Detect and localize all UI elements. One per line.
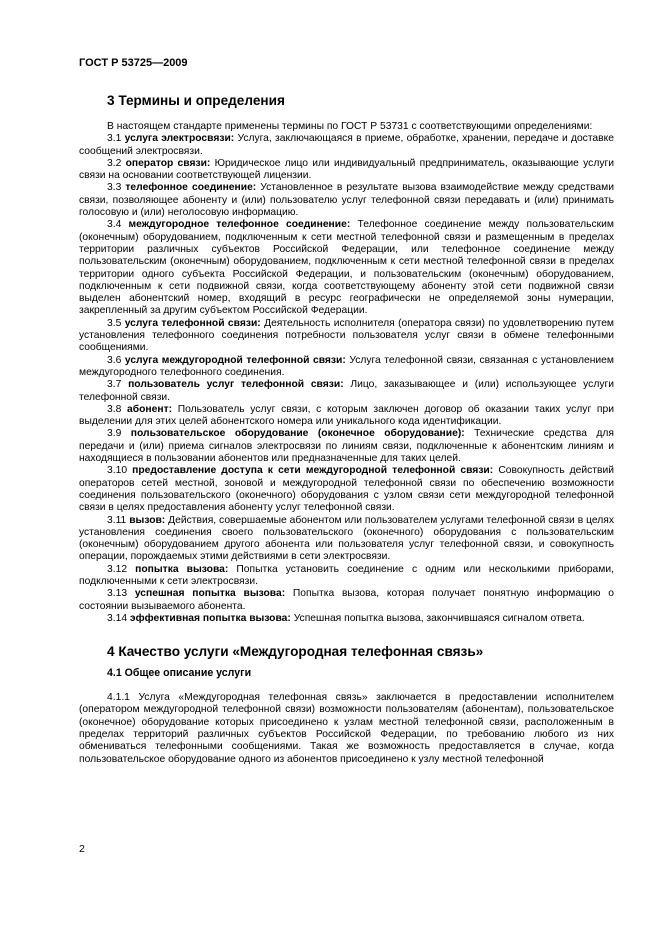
term-name: междугородное телефонное соединение: [128,219,351,231]
term-item [79,588,614,613]
term-number: 3.2 [107,157,122,169]
term-definition: Телефонное соединение между пользовательским (оконечным) оборудованием, подключенным к сети местной телефонной связи и размещенным в пределах территории различных субъектов Российской Федерации, или телефонное соединение между пользовательским (оконечным) оборудованием, подключенным к сети местной телефонной связи в пределах территории одного субъекта Российской Федерации, и пользовательским (оконечным) оборудованием, подключенным к сети подвижной связи, когда соответствующему абоненту этой сети подвижной связи выделен абонентский номер, входящий в ресурс географически не определяемой зоны нумерации, закрепленный за другим субъектом Российской Федерации. [79,219,614,317]
term-definition: Технические средства для передачи и (или) приема сигналов электросвязи по линиям связи, подключенные к абонентским линиям и находящиеся в пользовании абонентов или предназначенные для таких целей. [79,428,614,465]
term-number: 3.12 [107,563,128,575]
term-name: услуга междугородной телефонной связи: [124,354,346,366]
term-name: услуга электросвязи: [124,133,235,145]
term-number: 3.9 [107,428,122,440]
term-name: оператор связи: [125,157,211,169]
term-item [79,379,614,404]
term-name: попытка вызова: [135,563,229,575]
term-name: пользовательское оборудование (оконечное оборудование): [130,428,465,440]
section-3-title: 3 Термины и определения [107,93,285,108]
term-number: 3.3 [107,182,122,194]
term-definition: Услуга телефонной связи, связанная с установлением междугородного телефонного соединения. [79,354,614,378]
term-definition: Совокупность действий операторов сетей местной, зоновой и междугородной телефонной связи по обеспечению возможности соединения пользовательского (оконечного) оборудования с узлом связи сети междугородной телефонной связи в целях предоставления абоненту услуг телефонной связи. [79,465,614,514]
term-definition: Лицо, заказывающее и (или) использующее услуги телефонной связи. [79,379,614,403]
terms-list [79,133,614,625]
term-name: услуга телефонной связи: [124,317,261,329]
section-4-title: 4 Качество услуги «Междугородная телефонная связь» [107,644,484,660]
term-number: 3.11 [107,514,127,526]
term-number: 3.5 [107,317,122,329]
document-header: ГОСТ Р 53725—2009 [79,57,188,69]
term-definition: Юридическое лицо или индивидуальный предприниматель, оказывающие услуги связи на основании соответствующей лицензии. [79,157,614,182]
term-number: 3.1 [107,133,122,145]
term-item [79,158,614,183]
term-definition: Успешная попытка вызова, закончившаяся сигналом ответа. [293,612,585,624]
term-item [79,515,614,564]
section-4-1-1-paragraph: 4.1.1 Услуга «Междугородная телефонная связь» заключается в предоставлении исполнителем (оператором междугородной телефонной связи) возможности пользователям (абонентам), пользовательское (оконечное) оборудование которых присоединено к узлам местной телефонной связи, расположенным в пределах территорий различных субъектов Российской Федерации, по требованию любого из них обмениваться телефонными сообщениями. Такая же возможность предоставляется в случае, когда пользовательское оборудование одного из абонентов присоединено к узлу местной телефонной [79,692,614,765]
term-name: вызов: [129,514,166,526]
term-item [79,564,614,589]
term-definition: Пользователь услуг связи, с которым заключен договор об оказании таких услуг при выделении для этих целей абонентского номера или уникального кода идентификации. [79,403,614,428]
term-item [79,355,614,380]
term-name: успешная попытка вызова: [134,588,286,600]
term-number: 3.4 [107,219,122,231]
document-body [79,93,614,766]
term-item [79,182,614,219]
term-definition: Попытка вызова, которая получает понятную информацию о состоянии вызываемого абонента. [79,588,614,612]
term-item [79,318,614,355]
term-definition: Деятельность исполнителя (оператора связи) по удовлетворению путем установления телефонного соединения потребности пользователя услуг связи в обмене телефонными сообщениями. [79,317,615,354]
section-4-1-title: 4.1 Общее описание услуги [107,667,252,680]
term-item [79,404,614,429]
term-number: 3.6 [107,354,122,366]
term-definition: Попытка установить соединение с одним или несколькими приборами, подключенными к сети электросвязи. [79,563,614,587]
term-name: пользователь услуг телефонной связи: [128,379,344,391]
term-item [79,133,614,158]
term-number: 3.14 [107,612,128,624]
term-definition: Услуга, заключающаяся в приеме, обработке, хранении, передаче и доставке сообщений электросвязи. [79,133,614,157]
term-name: предоставление доступа к сети междугородной телефонной связи: [132,465,494,477]
term-item [79,613,614,625]
term-item [79,428,614,465]
page-number: 2 [79,843,85,855]
term-number: 3.7 [107,379,122,391]
term-number: 3.8 [107,403,122,415]
term-name: телефонное соединение: [125,182,257,194]
term-item [79,219,614,317]
section-3-intro: В настоящем стандарте применены термины по ГОСТ Р 53731 с соответствующими определениями: [107,121,593,132]
term-number: 3.13 [107,588,128,600]
term-item [79,465,614,514]
term-name: абонент: [127,403,173,415]
term-definition: Установленное в результате вызова взаимодействие между средствами связи, позволяющее абоненту и (или) пользователю услуг телефонной связи передавать и (или) принимать голосовую и (или) неголосовую информацию. [79,182,614,219]
term-number: 3.10 [107,465,128,477]
term-name: эффективная попытка вызова: [129,612,291,624]
term-definition: Действия, совершаемые абонентом или пользователем услугами телефонной связи в целях установления соединения своего пользовательского (оконечного) оборудования с пользовательским (оконечным) оборудованием другого абонента или пользователя услуг телефонной связи, и совокупность операции, порождаемых этими действиями в сети электросвязи. [79,514,614,563]
